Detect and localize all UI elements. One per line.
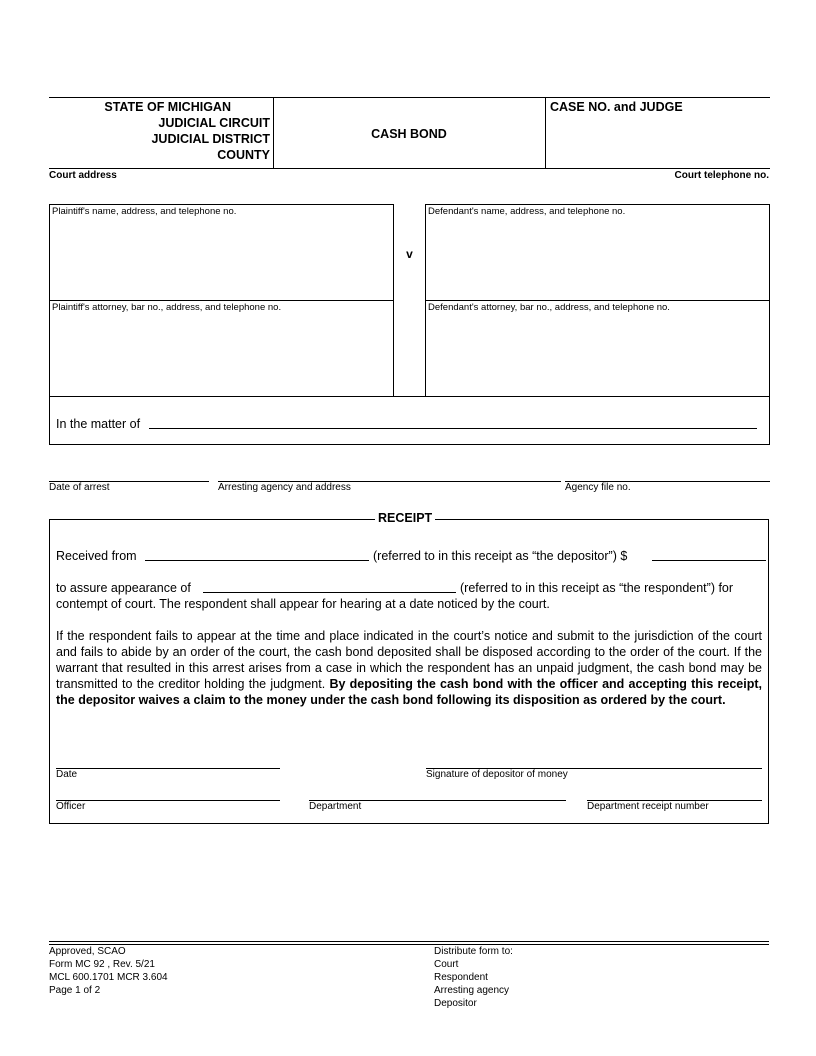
defendant-attorney-box[interactable]: [425, 300, 770, 397]
officer-label: Officer: [56, 801, 86, 812]
matter-label: In the matter of: [56, 417, 141, 431]
respondent-name-line[interactable]: [203, 592, 456, 593]
footer-rule-1: [49, 941, 769, 942]
waiver-text: By depositing the cash bond with the officer and accepting this receipt, the depositor waives a claim to the money under the cash bond following its disposition as ordered by the court.: [56, 677, 762, 707]
officer-line[interactable]: [56, 800, 280, 801]
court-jurisdiction: [49, 99, 270, 163]
distribute-heading: Distribute form to:: [434, 946, 513, 957]
contempt-text: contempt of court. The respondent shall appear for hearing at a date noticed by the court.: [56, 597, 550, 611]
depositor-name-line[interactable]: [145, 560, 369, 561]
versus-label: v: [406, 247, 413, 261]
defendant-attorney-label: Defendant's attorney, bar no., address, and telephone no.: [428, 302, 670, 313]
page-number-text: Page 1 of 2: [49, 985, 101, 996]
dept-receipt-number-label: Department receipt number: [587, 801, 709, 812]
approved-text: Approved, SCAO: [49, 946, 126, 957]
receipt-date-line[interactable]: [56, 768, 280, 769]
case-number-judge-label: CASE NO. and JUDGE: [550, 100, 683, 114]
header-top-rule: [49, 97, 770, 98]
plaintiff-attorney-box[interactable]: [49, 300, 394, 397]
matter-input-line[interactable]: [149, 428, 757, 429]
distribute-item: Depositor: [434, 998, 477, 1009]
arresting-agency-label: Arresting agency and address: [218, 482, 351, 493]
respondent-ref-text: (referred to in this receipt as “the respondent”) for: [460, 581, 734, 595]
form-number-text: Form MC 92 , Rev. 5/21: [49, 959, 155, 970]
matter-box: [49, 396, 770, 445]
header-bottom-rule: [49, 168, 770, 169]
distribute-item: Respondent: [434, 972, 488, 983]
court-telephone-label: Court telephone no.: [674, 170, 769, 181]
form-title: CASH BOND: [371, 127, 447, 141]
county-label: COUNTY: [217, 148, 270, 162]
defendant-box[interactable]: [425, 204, 770, 301]
department-label: Department: [309, 801, 362, 812]
assure-appearance-label: to assure appearance of: [56, 581, 191, 595]
distribute-item: Court: [434, 959, 459, 970]
statute-text: MCL 600.1701 MCR 3.604: [49, 972, 168, 983]
plaintiff-box[interactable]: [49, 204, 394, 301]
plaintiff-label: Plaintiff's name, address, and telephone no.: [52, 206, 237, 217]
depositor-signature-label: Signature of depositor of money: [426, 769, 568, 780]
judicial-circuit-label: JUDICIAL CIRCUIT: [158, 116, 270, 130]
receipt-date-label: Date: [56, 769, 78, 780]
received-from-label: Received from: [56, 549, 137, 563]
depositor-ref-text: (referred to in this receipt as “the depositor”) $: [373, 549, 628, 563]
defendant-label: Defendant's name, address, and telephone no.: [428, 206, 626, 217]
bond-amount-line[interactable]: [652, 560, 766, 561]
distribution-list: [434, 945, 513, 1010]
state-name: STATE OF MICHIGAN: [104, 100, 231, 114]
date-of-arrest-label: Date of arrest: [49, 482, 110, 493]
receipt-title: RECEIPT: [375, 511, 435, 525]
court-address-label: Court address: [49, 170, 117, 181]
plaintiff-attorney-label: Plaintiff's attorney, bar no., address, and telephone no.: [52, 302, 282, 313]
forfeiture-paragraph: [56, 628, 762, 708]
judicial-district-label: JUDICIAL DISTRICT: [151, 132, 270, 146]
forfeiture-text: If the respondent fails to appear at the time and place indicated in the court’s notice and submit to the jurisdiction of the court and fails to abide by an order of the court, the cash bond deposited shall be disposed according to the order of the court. If the warrant that resulted in this arrest arises from a case in which the respondent has an unpaid judgment, the cash bond may be transmitted to the creditor holding the judgment.: [56, 629, 762, 691]
distribute-item: Arresting agency: [434, 985, 510, 996]
footer-form-info: [49, 945, 168, 997]
agency-file-label: Agency file no.: [565, 482, 631, 493]
header-divider-right: [545, 97, 546, 169]
